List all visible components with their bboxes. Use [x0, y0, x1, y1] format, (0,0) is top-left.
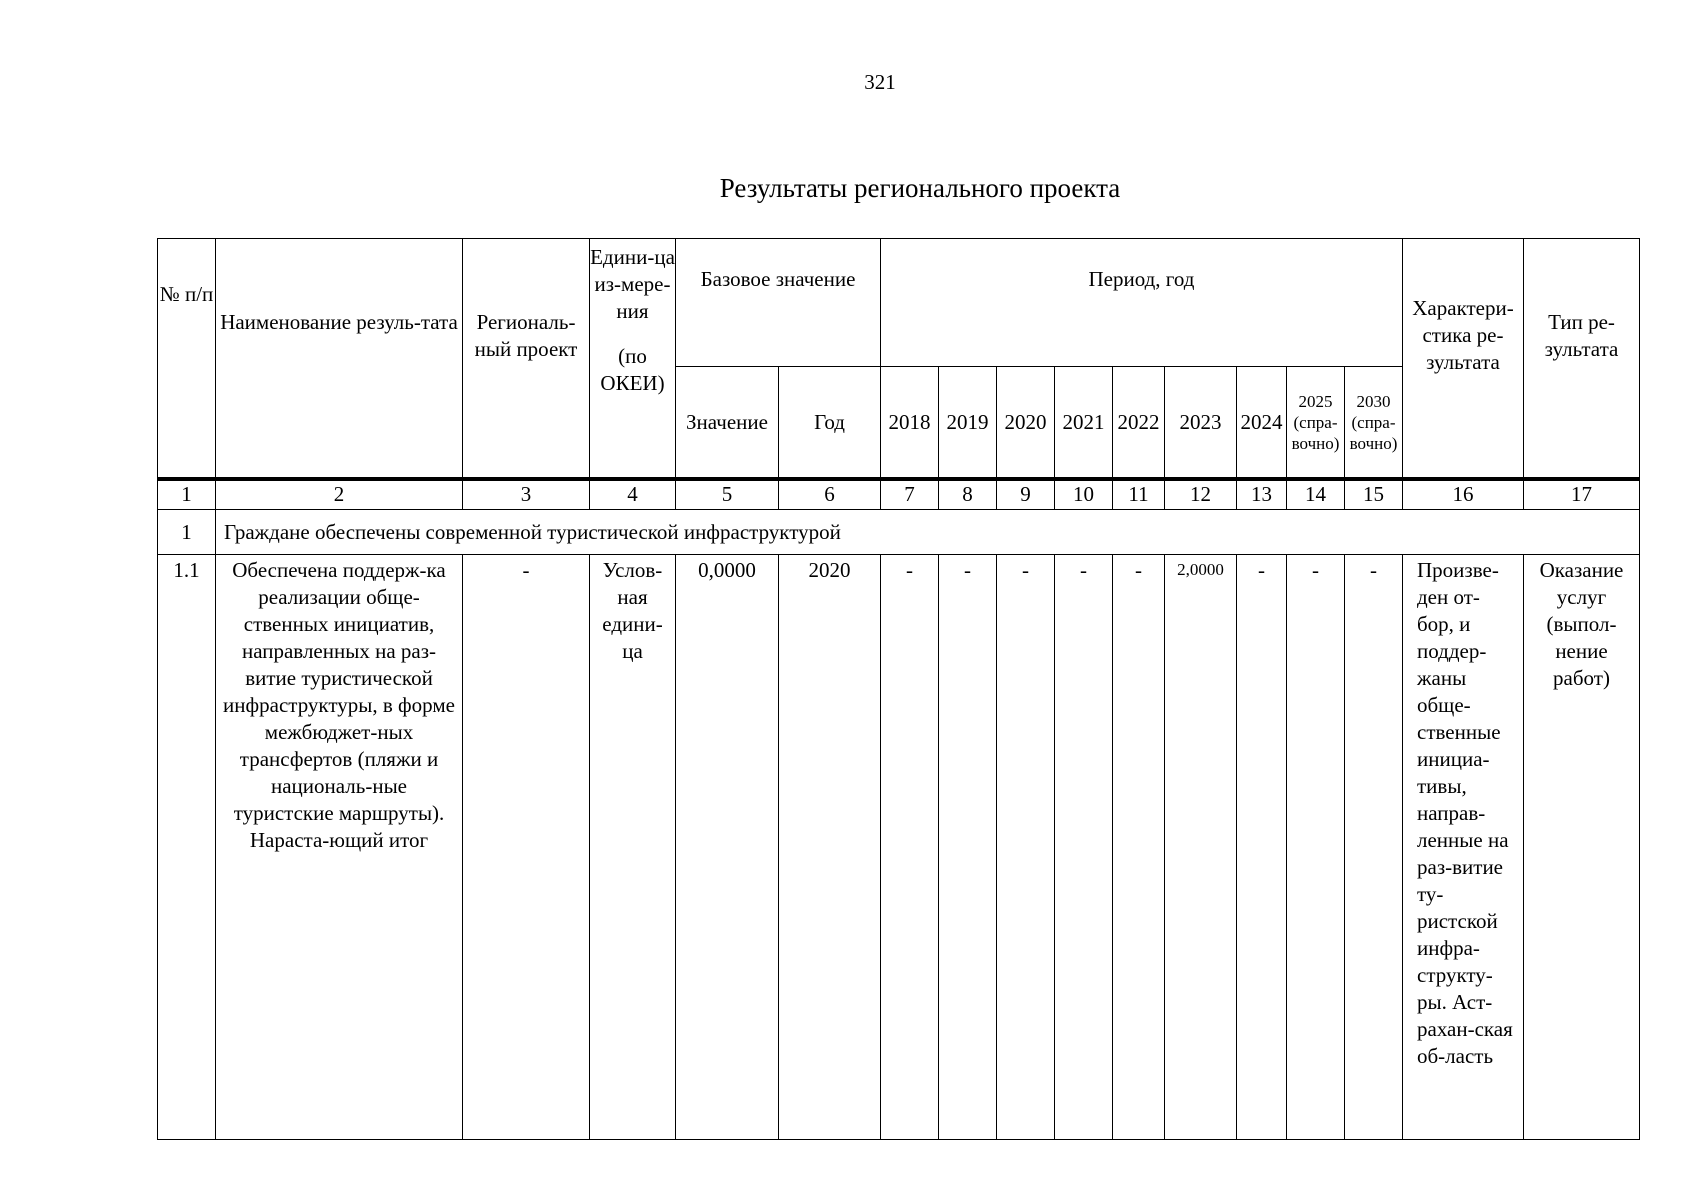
column-number: 16	[1403, 479, 1524, 510]
row-base-value: 0,0000	[676, 555, 779, 1140]
header-row-top	[158, 239, 1640, 367]
row-value-2021: -	[1055, 555, 1113, 1140]
row-value-2025: -	[1287, 555, 1345, 1140]
row-value-2024: -	[1237, 555, 1287, 1140]
row-value-2030: -	[1345, 555, 1403, 1140]
section-title: Граждане обеспечены современной туристической инфраструктурой	[216, 510, 1640, 555]
row-name: Обеспечена поддерж-ка реализации обще-ственных инициатив, направленных на раз-витие туристической инфраструктуры, в форме межбюджет-ных трансфертов (пляжи и националь-ные туристские маршруты). Нараста-ющий итог	[216, 555, 463, 1140]
header-year-2023: 2023	[1165, 367, 1237, 480]
column-number: 12	[1165, 479, 1237, 510]
results-table	[157, 238, 1640, 1140]
section-num: 1	[158, 510, 216, 555]
row-value-2022: -	[1113, 555, 1165, 1140]
header-year: Год	[779, 367, 881, 480]
header-year-2030: 2030 (спра-вочно)	[1345, 367, 1403, 480]
header-result-type: Тип ре-зультата	[1524, 239, 1640, 480]
header-base-value: Базовое значение	[676, 239, 881, 367]
column-number: 9	[997, 479, 1055, 510]
column-number: 1	[158, 479, 216, 510]
row-value-2023: 2,0000	[1165, 555, 1237, 1140]
header-year-2020: 2020	[997, 367, 1055, 480]
header-unit	[590, 239, 676, 480]
row-num: 1.1	[158, 555, 216, 1140]
header-year-2022: 2022	[1113, 367, 1165, 480]
header-period: Период, год	[881, 239, 1403, 367]
table-row	[158, 555, 1640, 1140]
header-value: Значение	[676, 367, 779, 480]
column-numbers-row	[158, 479, 1640, 510]
header-year-2019: 2019	[939, 367, 997, 480]
header-year-2025: 2025 (спра-вочно)	[1287, 367, 1345, 480]
column-number: 13	[1237, 479, 1287, 510]
column-number: 15	[1345, 479, 1403, 510]
header-regional-project: Региональ-ный проект	[463, 239, 590, 480]
header-name: Наименование резуль-тата	[216, 239, 463, 480]
column-number: 4	[590, 479, 676, 510]
section-row	[158, 510, 1640, 555]
column-number: 11	[1113, 479, 1165, 510]
column-number: 17	[1524, 479, 1640, 510]
column-number: 2	[216, 479, 463, 510]
row-base-year: 2020	[779, 555, 881, 1140]
row-characteristic: Произве-ден от-бор, и поддер-жаны обще-ственные инициа-тивы, направ-ленные на раз-витие ту-ристской инфра-структу-ры. Аст-рахан-ская об-ласть	[1403, 555, 1524, 1140]
column-number: 8	[939, 479, 997, 510]
row-result-type: Оказание услуг (выпол-нение работ)	[1524, 555, 1640, 1140]
row-value-2018: -	[881, 555, 939, 1140]
column-number: 7	[881, 479, 939, 510]
row-value-2020: -	[997, 555, 1055, 1140]
column-number: 14	[1287, 479, 1345, 510]
row-unit: Услов-ная едини-ца	[590, 555, 676, 1140]
page-number: 321	[864, 70, 896, 94]
header-year-2024: 2024	[1237, 367, 1287, 480]
page-title: Результаты регионального проекта	[719, 173, 1121, 203]
row-regional-project: -	[463, 555, 590, 1140]
column-number: 5	[676, 479, 779, 510]
column-number: 6	[779, 479, 881, 510]
column-number: 3	[463, 479, 590, 510]
header-characteristic: Характери-стика ре-зультата	[1403, 239, 1524, 480]
header-num: № п/п	[158, 239, 216, 480]
header-unit-top: Едини-ца из-мере-ния	[590, 245, 675, 323]
row-value-2019: -	[939, 555, 997, 1140]
column-number: 10	[1055, 479, 1113, 510]
header-year-2021: 2021	[1055, 367, 1113, 480]
header-unit-bottom: (по ОКЕИ)	[600, 344, 665, 395]
header-year-2018: 2018	[881, 367, 939, 480]
